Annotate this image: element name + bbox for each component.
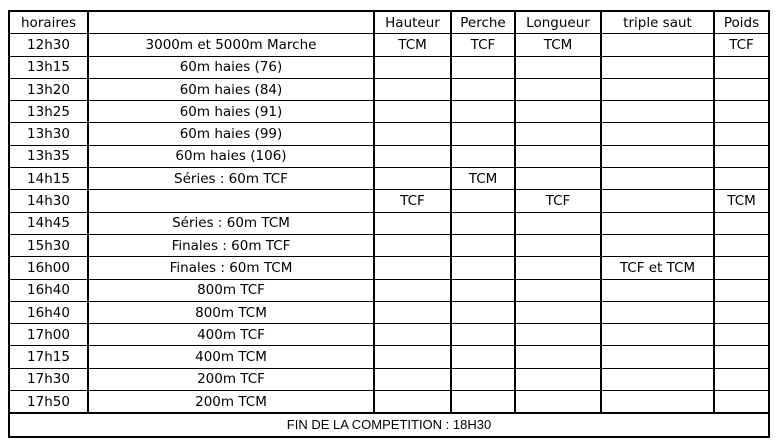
header-row xyxy=(9,11,769,34)
hauteur-cell xyxy=(374,101,451,123)
poids-cell xyxy=(714,168,769,190)
hauteur-cell xyxy=(374,301,451,323)
triple-saut-cell xyxy=(601,324,714,346)
perche-cell xyxy=(451,234,515,256)
longueur-cell: TCF xyxy=(515,190,601,212)
race-cell: 60m haies (76) xyxy=(88,56,374,78)
hauteur-cell xyxy=(374,212,451,234)
poids-cell xyxy=(714,56,769,78)
race-cell: 60m haies (84) xyxy=(88,78,374,100)
hauteur-cell xyxy=(374,279,451,301)
poids-cell xyxy=(714,145,769,167)
table-row xyxy=(9,190,769,212)
perche-cell xyxy=(451,301,515,323)
table-row xyxy=(9,56,769,78)
header-poids: Poids xyxy=(714,11,769,34)
hauteur-cell xyxy=(374,324,451,346)
time-cell: 17h30 xyxy=(9,368,88,390)
time-cell: 17h50 xyxy=(9,391,88,414)
hauteur-cell: TCM xyxy=(374,34,451,56)
hauteur-cell xyxy=(374,168,451,190)
longueur-cell xyxy=(515,168,601,190)
perche-cell xyxy=(451,56,515,78)
longueur-cell xyxy=(515,257,601,279)
triple-saut-cell xyxy=(601,78,714,100)
triple-saut-cell xyxy=(601,34,714,56)
hauteur-cell xyxy=(374,368,451,390)
header-triple-saut: triple saut xyxy=(601,11,714,34)
poids-cell xyxy=(714,234,769,256)
perche-cell xyxy=(451,346,515,368)
perche-cell xyxy=(451,391,515,414)
poids-cell xyxy=(714,78,769,100)
poids-cell xyxy=(714,391,769,414)
perche-cell xyxy=(451,145,515,167)
longueur-cell xyxy=(515,234,601,256)
perche-cell xyxy=(451,324,515,346)
hauteur-cell xyxy=(374,145,451,167)
table-row xyxy=(9,123,769,145)
poids-cell xyxy=(714,279,769,301)
time-cell: 14h45 xyxy=(9,212,88,234)
triple-saut-cell xyxy=(601,368,714,390)
time-cell: 13h35 xyxy=(9,145,88,167)
table-row xyxy=(9,301,769,323)
race-cell: Finales : 60m TCM xyxy=(88,257,374,279)
race-cell: 200m TCM xyxy=(88,391,374,414)
time-cell: 16h40 xyxy=(9,279,88,301)
hauteur-cell xyxy=(374,123,451,145)
triple-saut-cell xyxy=(601,301,714,323)
longueur-cell xyxy=(515,346,601,368)
race-cell: Finales : 60m TCF xyxy=(88,234,374,256)
time-cell: 13h20 xyxy=(9,78,88,100)
schedule-table xyxy=(8,10,770,438)
time-cell: 13h30 xyxy=(9,123,88,145)
poids-cell xyxy=(714,257,769,279)
hauteur-cell xyxy=(374,391,451,414)
table-row xyxy=(9,324,769,346)
hauteur-cell xyxy=(374,56,451,78)
poids-cell xyxy=(714,346,769,368)
poids-cell xyxy=(714,212,769,234)
table-row xyxy=(9,168,769,190)
time-cell: 14h15 xyxy=(9,168,88,190)
perche-cell: TCF xyxy=(451,34,515,56)
table-row xyxy=(9,101,769,123)
longueur-cell xyxy=(515,101,601,123)
table-row xyxy=(9,368,769,390)
race-cell: 800m TCM xyxy=(88,301,374,323)
race-cell: Séries : 60m TCF xyxy=(88,168,374,190)
time-cell: 13h15 xyxy=(9,56,88,78)
longueur-cell xyxy=(515,56,601,78)
triple-saut-cell xyxy=(601,101,714,123)
footer-row xyxy=(9,413,769,436)
time-cell: 14h30 xyxy=(9,190,88,212)
competition-schedule xyxy=(8,10,768,438)
race-cell: 60m haies (106) xyxy=(88,145,374,167)
perche-cell xyxy=(451,101,515,123)
race-cell: 60m haies (99) xyxy=(88,123,374,145)
triple-saut-cell xyxy=(601,234,714,256)
perche-cell xyxy=(451,78,515,100)
time-cell: 16h40 xyxy=(9,301,88,323)
time-cell: 12h30 xyxy=(9,34,88,56)
header-race xyxy=(88,11,374,34)
table-row xyxy=(9,212,769,234)
header-hauteur: Hauteur xyxy=(374,11,451,34)
triple-saut-cell xyxy=(601,168,714,190)
longueur-cell xyxy=(515,279,601,301)
table-row xyxy=(9,78,769,100)
time-cell: 17h15 xyxy=(9,346,88,368)
poids-cell xyxy=(714,123,769,145)
time-cell: 16h00 xyxy=(9,257,88,279)
hauteur-cell: TCF xyxy=(374,190,451,212)
poids-cell: TCM xyxy=(714,190,769,212)
race-cell: 800m TCF xyxy=(88,279,374,301)
longueur-cell xyxy=(515,212,601,234)
hauteur-cell xyxy=(374,346,451,368)
table-row xyxy=(9,34,769,56)
triple-saut-cell: TCF et TCM xyxy=(601,257,714,279)
perche-cell xyxy=(451,257,515,279)
longueur-cell: TCM xyxy=(515,34,601,56)
triple-saut-cell xyxy=(601,391,714,414)
longueur-cell xyxy=(515,145,601,167)
triple-saut-cell xyxy=(601,145,714,167)
longueur-cell xyxy=(515,123,601,145)
race-cell: 400m TCF xyxy=(88,324,374,346)
longueur-cell xyxy=(515,301,601,323)
longueur-cell xyxy=(515,78,601,100)
triple-saut-cell xyxy=(601,279,714,301)
perche-cell xyxy=(451,279,515,301)
triple-saut-cell xyxy=(601,123,714,145)
perche-cell xyxy=(451,190,515,212)
race-cell: 3000m et 5000m Marche xyxy=(88,34,374,56)
race-cell: 400m TCM xyxy=(88,346,374,368)
triple-saut-cell xyxy=(601,56,714,78)
hauteur-cell xyxy=(374,234,451,256)
hauteur-cell xyxy=(374,78,451,100)
competition-end-note: FIN DE LA COMPETITION : 18H30 xyxy=(9,413,769,436)
perche-cell xyxy=(451,212,515,234)
perche-cell: TCM xyxy=(451,168,515,190)
triple-saut-cell xyxy=(601,190,714,212)
poids-cell xyxy=(714,301,769,323)
header-longueur: Longueur xyxy=(515,11,601,34)
table-row xyxy=(9,279,769,301)
race-cell: Séries : 60m TCM xyxy=(88,212,374,234)
hauteur-cell xyxy=(374,257,451,279)
table-row xyxy=(9,257,769,279)
time-cell: 13h25 xyxy=(9,101,88,123)
race-cell xyxy=(88,190,374,212)
time-cell: 15h30 xyxy=(9,234,88,256)
header-time: horaires xyxy=(9,11,88,34)
table-row xyxy=(9,234,769,256)
longueur-cell xyxy=(515,368,601,390)
table-row xyxy=(9,391,769,414)
race-cell: 200m TCF xyxy=(88,368,374,390)
race-cell: 60m haies (91) xyxy=(88,101,374,123)
table-row xyxy=(9,145,769,167)
poids-cell xyxy=(714,324,769,346)
poids-cell xyxy=(714,368,769,390)
triple-saut-cell xyxy=(601,346,714,368)
time-cell: 17h00 xyxy=(9,324,88,346)
longueur-cell xyxy=(515,324,601,346)
poids-cell: TCF xyxy=(714,34,769,56)
poids-cell xyxy=(714,101,769,123)
header-perche: Perche xyxy=(451,11,515,34)
longueur-cell xyxy=(515,391,601,414)
perche-cell xyxy=(451,123,515,145)
triple-saut-cell xyxy=(601,212,714,234)
table-row xyxy=(9,346,769,368)
perche-cell xyxy=(451,368,515,390)
